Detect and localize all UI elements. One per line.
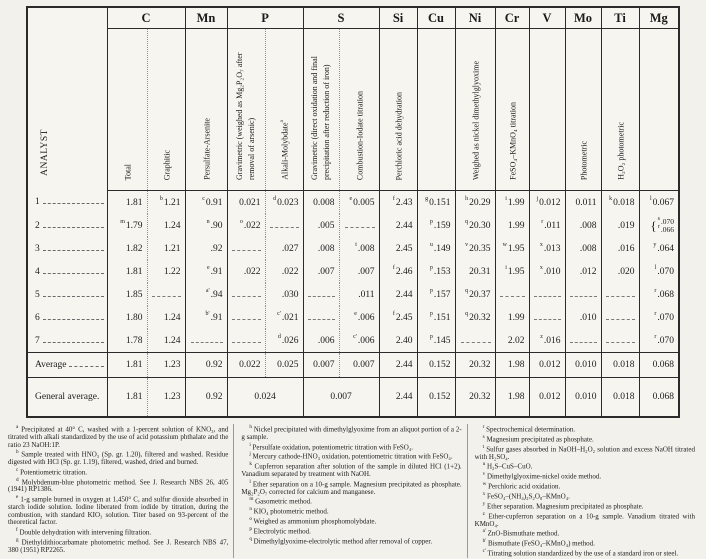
footnote-m: $^m$ Gasometric method. [249, 496, 312, 506]
table-cell [565, 329, 601, 353]
table-cell: 0.007 [303, 353, 339, 378]
table-cell: $^m$1.79 [107, 214, 147, 237]
col-group-mo: Mo [565, 7, 601, 29]
table-cell [529, 306, 565, 329]
footnote-x: $^x$ FeSO₄–(NH₄)₂S₂O₈–KMnO₄. [482, 491, 570, 501]
table-cell: .008 [565, 237, 601, 260]
table-cell: $^d$0.023 [265, 191, 303, 215]
row-label: 1 [27, 191, 107, 215]
footnote-q: $^q$ Dimethylglyoxime-electrolytic method after removal of copper. [249, 536, 433, 546]
footnote-b-prime: $^{b'}$ Bismuthate (FeSO₄–KMnO₄) method. [482, 538, 595, 548]
table-cell: $^k$0.018 [601, 191, 639, 215]
table-cell: $^p$.157 [417, 283, 455, 306]
col-group-si: Si [379, 7, 417, 29]
blank-leader [308, 294, 334, 297]
table-cell [147, 283, 185, 306]
table-cell: $^p$.145 [417, 329, 455, 353]
analyst-row-4 [27, 260, 679, 283]
blank-leader [534, 294, 560, 297]
footnote-a: $^a$ Precipitated at 40° C, washed with a 1-percent solution of KNO₃, and titrated with alkali standardized by the use of acid potassium phthalate and the ratio 23 NaOH:1P. [8, 424, 229, 449]
table-cell: .011 [339, 283, 379, 306]
row-label: 3 [27, 237, 107, 260]
analyst-corner-header [27, 7, 107, 191]
table-cell: .016 [601, 237, 639, 260]
table-cell: $^y$.064 [653, 242, 675, 254]
footnote-e: $^e$ 1-g sample burned in oxygen at 1,450° C, and sulfur dioxide absorbed in starch iodide solution. Iodine liberated from iodide by titration, during the combustion, with standard KIO₃ solution. Titer based on 93-percent of the theoretical factor. [8, 494, 229, 527]
table-cell: 1.23 [147, 378, 185, 418]
table-cell: 1.78 [107, 329, 147, 353]
blank-leader [534, 317, 560, 320]
method-header-cr: FeSO₄–KMnO₄ titration [495, 29, 529, 191]
blank-leader [606, 294, 634, 297]
blank-leader [270, 225, 298, 228]
table-cell: 1.80 [107, 306, 147, 329]
table-cell: $^x$.013 [529, 237, 565, 260]
table-cell: $^z$.016 [529, 329, 565, 353]
col-group-cr: Cr [495, 7, 529, 29]
table-cell: .027 [265, 237, 303, 260]
footnote-f: $^f$ Double dehydration with intervening filtration. [16, 526, 152, 537]
footnote-t: $^t$ Sulfur gases absorbed in NaOH–H₂O₂ solution and excess NaOH titrated with H₂SO₄. [474, 443, 695, 461]
table-cell: 1.98 [495, 378, 529, 418]
table-cell: .92 [185, 237, 227, 260]
table-cell: $^t$.008 [339, 237, 379, 260]
method-header-ni: Weighed as nickel dimethylglyoxime [455, 29, 495, 191]
footnote-l: $^l$ Ether separation on a 10-g sample. Magnesium precipitated as phosphate. Mg₂P₂O₇ corrected for calcium and manganese. [241, 478, 462, 496]
row-label: 5 [27, 283, 107, 306]
average-row [27, 353, 679, 378]
footnote-w: $^w$ Perchloric acid oxidation. [482, 481, 561, 491]
analyst-row-1 [27, 191, 679, 215]
table-cell [227, 237, 265, 260]
footnote-d: $^d$ Molybdenum-blue photometric method. See J. Research NBS 26, 405 (1941) RP1386. [8, 476, 229, 494]
table-cell [227, 306, 265, 329]
method-header-s-combustion: Combustion-Iodate titration [339, 29, 379, 191]
table-cell [601, 329, 639, 353]
table-cell: 20.32 [455, 378, 495, 418]
blank-leader [232, 248, 260, 251]
table-cell: 0.068 [639, 353, 679, 378]
table-cell: 0.025 [265, 353, 303, 378]
table-cell: 2.44 [379, 353, 417, 378]
table-cell: 0.010 [565, 353, 601, 378]
analysis-table-wrap [26, 6, 680, 418]
footnote-h: $^h$ Nickel precipitated with dimethylglyoxime from an aliquot portion of a 2-g sample. [241, 424, 462, 441]
row-label: 7 [27, 329, 107, 353]
table-cell: $^v$20.35 [455, 237, 495, 260]
method-header-row [27, 29, 679, 191]
method-header-si: Perchloric acid dehydration [379, 29, 417, 191]
table-cell: 2.44 [379, 283, 417, 306]
table-cell: $^w$1.95 [495, 237, 529, 260]
analyst-row-5 [27, 283, 679, 306]
table-cell: 1.24 [147, 214, 185, 237]
table-cell: $^b$1.21 [147, 191, 185, 215]
col-group-cu: Cu [417, 7, 455, 29]
footnote-g: $^g$ Diethyldithiocarbamate photometric method. See J. Research NBS 47, 380 (1951) RP2265. [8, 536, 229, 554]
table-cell: $^p$.153 [417, 260, 455, 283]
footnote-o: $^o$ Weighed as ammonium phosphomolybdate. [249, 516, 377, 526]
table-cell: .020 [601, 260, 639, 283]
table-cell: 0.008 [303, 191, 339, 215]
footnote-s: $^s$ Magnesium precipitated as phosphate. [482, 433, 594, 444]
method-header-ti: H₂O₂ photometric [601, 29, 639, 191]
table-cell: $^{a'}$.94 [185, 283, 227, 306]
blank-leader [345, 225, 375, 228]
col-group-mg: Mg [639, 7, 679, 29]
table-cell: 0.007 [339, 353, 379, 378]
table-cell: $^r$.070 [654, 311, 675, 323]
blank-leader [232, 340, 260, 343]
table-cell: $^x$.010 [529, 260, 565, 283]
table-cell [601, 306, 639, 329]
table-cell: .008 [303, 237, 339, 260]
col-group-mn: Mn [185, 7, 227, 29]
table-cell: $^l$.070 [654, 265, 675, 277]
table-cell: .007 [303, 260, 339, 283]
row-label: 6 [27, 306, 107, 329]
table-cell: .010 [565, 306, 601, 329]
table-cell: 1.85 [107, 283, 147, 306]
footnote-c: $^c$ Potentiometric titration. [16, 466, 87, 476]
table-cell: 1.81 [107, 378, 147, 418]
table-cell: $^i$1.99 [495, 191, 529, 215]
table-cell: 0.024 [227, 378, 303, 418]
footnote-k: $^k$ Cupferron separation after solution of the sample in diluted HCl (1+2). Vanadium separated by treatment with NaOH. [241, 461, 462, 479]
footnote-b: $^b$ Sample treated with HNO₃ (Sp. gr. 1.20), filtered and washed. Residue digested with HCl (Sp. gr. 1.19), filtered, washed, dried and burned. [8, 449, 229, 467]
table-cell: 20.31 [455, 260, 495, 283]
footnote-r: $^r$ Spectrochemical determination. [482, 424, 576, 434]
blank-leader [606, 317, 634, 320]
table-cell: $^p$.159 [417, 214, 455, 237]
table-cell: 0.011 [565, 191, 601, 215]
table-cell: $^o$.022 [227, 214, 265, 237]
table-cell [455, 329, 495, 353]
table-cell: $^e$0.005 [339, 191, 379, 215]
table-cell: $^e$.91 [185, 260, 227, 283]
table-cell [339, 214, 379, 237]
table-cell: 1.23 [147, 353, 185, 378]
table-cell: 0.021 [227, 191, 265, 215]
table-cell: $^p$.151 [417, 306, 455, 329]
table-cell: $^{b'}$.91 [185, 306, 227, 329]
method-header-mn: Persulfate-Arsenite [185, 29, 227, 191]
blank-leader [570, 340, 596, 343]
table-cell: 0.152 [417, 378, 455, 418]
analyst-row-3 [27, 237, 679, 260]
table-cell [185, 329, 227, 353]
table-cell: 0.152 [417, 353, 455, 378]
table-cell: .022 [227, 260, 265, 283]
table-cell [529, 283, 565, 306]
blank-leader [500, 294, 525, 297]
blank-leader [570, 294, 596, 297]
table-cell [303, 283, 339, 306]
footnote-u: $^u$ H₂S–CuS–CuO. [482, 461, 533, 471]
table-cell: 0.92 [185, 378, 227, 418]
method-header-s-gravimetric: Gravimetric (direct oxidation and final precipitation after reduction of iron) [303, 29, 339, 191]
general-average-row [27, 378, 679, 418]
table-cell: $^i$1.95 [495, 260, 529, 283]
table-cell [265, 214, 303, 237]
table-cell: 1.22 [147, 260, 185, 283]
footnote-j: $^j$ Mercury cathode-HNO₃ oxidation, potentiometric titration with FeSO₄. [249, 451, 453, 461]
table-cell: $^{c'}$.021 [265, 306, 303, 329]
table-cell [601, 283, 639, 306]
table-cell: 20.32 [455, 353, 495, 378]
table-cell: $^r$.011 [529, 214, 565, 237]
col-group-ni: Ni [455, 7, 495, 29]
table-cell: $^l$0.067 [649, 196, 675, 208]
table-cell: 1.21 [147, 237, 185, 260]
blank-leader [606, 340, 634, 343]
table-cell: .007 [339, 260, 379, 283]
table-cell: .030 [265, 283, 303, 306]
blank-leader [232, 294, 260, 297]
col-group-s: S [303, 7, 379, 29]
table-cell: $^r$.070 [654, 334, 675, 346]
table-cell: 1.24 [147, 306, 185, 329]
method-header-total: Total [107, 29, 147, 191]
table-cell: $^e$.006 [339, 306, 379, 329]
analysis-table [26, 6, 680, 418]
table-cell: $^r$.068 [654, 288, 675, 300]
blank-leader [461, 340, 491, 343]
table-cell: 1.81 [107, 191, 147, 215]
table-cell [495, 283, 529, 306]
table-cell: 1.99 [495, 306, 529, 329]
analyst-row-7 [27, 329, 679, 353]
table-cell [565, 283, 601, 306]
table-cell: $^g$0.151 [417, 191, 455, 215]
table-cell: $^d$.026 [265, 329, 303, 353]
table-cell: 1.82 [107, 237, 147, 260]
table-cell [227, 283, 265, 306]
table-cell: $^h$20.29 [455, 191, 495, 215]
table-cell: 1.98 [495, 353, 529, 378]
footnote-n: $^n$ KIO₄ photometric method. [249, 506, 329, 516]
table-cell: 2.44 [379, 378, 417, 418]
method-header-p-gravimetric: Gravimetric (weighed as Mg₂P₂O₇ after removal of arsenic) [227, 29, 265, 191]
analyst-label: ANALYST [40, 128, 50, 176]
table-cell [303, 306, 339, 329]
method-header-mo: Photometric [565, 29, 601, 191]
table-cell: $^f$2.46 [379, 260, 417, 283]
footnote-a-prime: $^{a'}$ ZnO-Bismuthate method. [482, 528, 560, 538]
method-header-mg [639, 29, 679, 191]
table-cell: $^q$20.32 [455, 306, 495, 329]
table-cell: 0.010 [565, 378, 601, 418]
table-cell: $^{c'}$.006 [339, 329, 379, 353]
blank-leader [191, 340, 222, 343]
col-group-p: P [227, 7, 303, 29]
table-cell: 2.02 [495, 329, 529, 353]
table-cell: 0.92 [185, 353, 227, 378]
table-cell: 0.012 [529, 378, 565, 418]
row-label: 2 [27, 214, 107, 237]
footnote-v: $^v$ Dimethylglyoxime-nickel oxide method. [482, 471, 602, 481]
table-cell: $^q$20.37 [455, 283, 495, 306]
table-cell: $^q$20.30 [455, 214, 495, 237]
footnote-column-2 [233, 424, 466, 558]
table-cell: .012 [565, 260, 601, 283]
method-header-p-molybdate: Alkali-Molybdate$^a$ [265, 29, 303, 191]
method-header-v [529, 29, 565, 191]
table-cell: $^c$0.91 [185, 191, 227, 215]
table-cell: 2.44 [379, 214, 417, 237]
col-group-v: V [529, 7, 565, 29]
table-cell: $^j$0.012 [529, 191, 565, 215]
footnotes-section [8, 424, 700, 558]
table-cell: .005 [303, 214, 339, 237]
table-cell: $^f$2.45 [379, 306, 417, 329]
table-cell: 1.81 [107, 353, 147, 378]
table-cell: 2.45 [379, 237, 417, 260]
row-label: General average. [27, 378, 107, 418]
element-header-row [27, 7, 679, 29]
col-group-ti: Ti [601, 7, 639, 29]
blank-leader [308, 317, 334, 320]
footnote-column-3 [467, 424, 700, 558]
table-cell: $^f$2.43 [379, 191, 417, 215]
footnote-c-prime: $^{c'}$ Titrating solution standardized by the use of a standard iron or steel. [482, 548, 679, 558]
table-cell: 2.40 [379, 329, 417, 353]
table-cell [227, 329, 265, 353]
row-label: 4 [27, 260, 107, 283]
blank-leader [232, 317, 260, 320]
table-cell: 1.81 [107, 260, 147, 283]
table-cell: 0.018 [601, 353, 639, 378]
footnote-column-1 [8, 424, 233, 558]
row-label: Average [27, 353, 107, 378]
table-cell: .006 [303, 329, 339, 353]
table-cell: 1.24 [147, 329, 185, 353]
blank-leader [152, 294, 180, 297]
table-cell: 0.068 [639, 378, 679, 418]
table-cell: .019 [601, 214, 639, 237]
method-header-cu [417, 29, 455, 191]
footnote-p: $^p$ Electrolytic method. [249, 526, 311, 536]
table-cell: 0.018 [601, 378, 639, 418]
table-cell: $^n$.90 [185, 214, 227, 237]
footnote-z: $^z$ Ether-cupferron separation on a 10-g sample. Vanadium titrated with KMnO₄. [474, 510, 695, 528]
method-header-graphitic: Graphitic [147, 29, 185, 191]
table-cell: .008 [565, 214, 601, 237]
table-cell: .022 [265, 260, 303, 283]
analyst-row-6 [27, 306, 679, 329]
footnote-i: $^i$ Persulfate oxidation, potentiometric titration with FeSO₄. [249, 441, 414, 451]
table-cell: 0.012 [529, 353, 565, 378]
analyst-row-2 [27, 214, 679, 237]
table-cell: 0.022 [227, 353, 265, 378]
table-cell: 0.007 [303, 378, 379, 418]
footnote-y: $^y$ Ether separation. Magnesium precipitated as phosphate. [482, 501, 644, 511]
table-cell: { $^s$.070 $^r$.066 [650, 216, 675, 234]
table-cell: 1.99 [495, 214, 529, 237]
col-group-c: C [107, 7, 185, 29]
table-cell: $^u$.149 [417, 237, 455, 260]
